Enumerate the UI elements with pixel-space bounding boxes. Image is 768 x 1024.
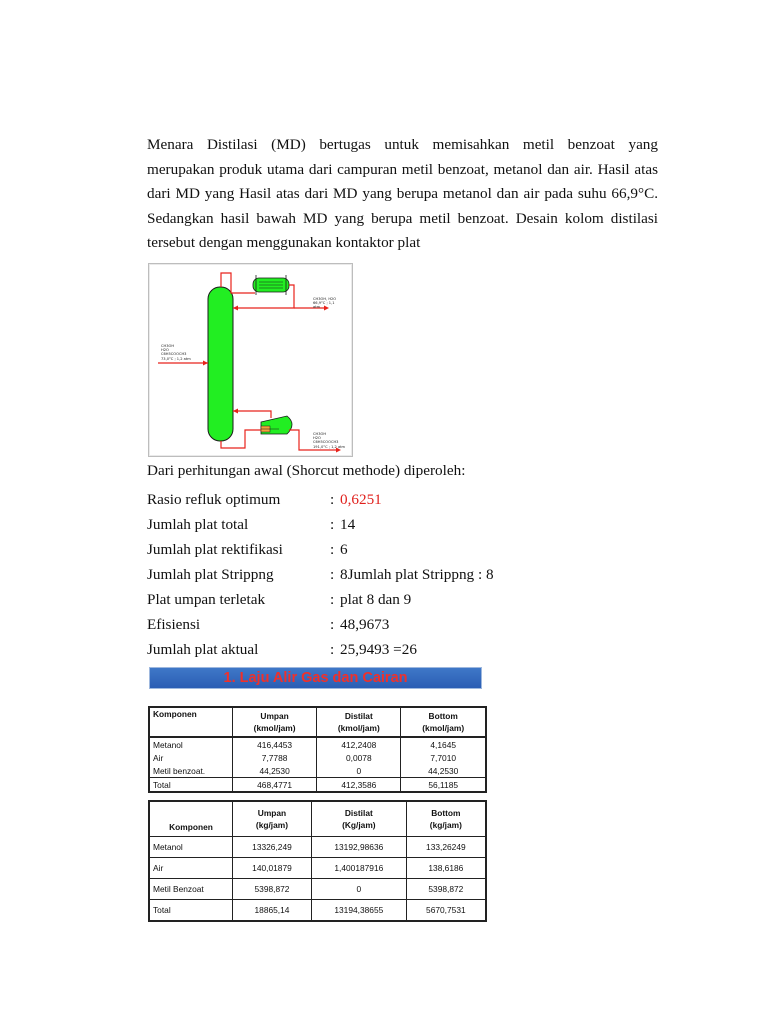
result-separator: : (330, 541, 335, 558)
table-cell: 468,4771 (233, 778, 317, 793)
table-cell: Metil benzoat. (153, 765, 206, 776)
table-cell: 5670,7531 (406, 900, 486, 922)
column-body (208, 287, 233, 441)
paragraph-line: Menara Distilasi (MD) bertugas untuk memisahkan metil benzoat yang (147, 136, 658, 153)
distillation-column-diagram (148, 263, 353, 457)
table-cell: 5398,872 (406, 879, 486, 900)
result-value: 25,9493 =26 (340, 641, 417, 658)
table-cell: 140,01879 (233, 858, 312, 879)
table-header-cell: Komponen (149, 801, 233, 837)
result-separator: : (330, 641, 335, 658)
result-value: 0,6251 (340, 491, 382, 508)
table-cell: 4,1645 (401, 737, 486, 751)
feed-label: CH3OH H2O C6H5COOCH3 73,0°C ; 1,2 atm (161, 344, 191, 361)
table-cell: 138,6186 (406, 858, 486, 879)
table-cell: 0 (317, 764, 401, 778)
result-row (147, 537, 667, 562)
table-cell: 18865,14 (233, 900, 312, 922)
result-label: Plat umpan terletak (147, 591, 266, 608)
result-separator: : (330, 566, 335, 583)
table-cell: 44,2530 (233, 764, 317, 778)
result-row (147, 587, 667, 612)
table-cell: 7,7010 (401, 751, 486, 764)
table-cell: Air (153, 752, 164, 763)
result-separator: : (330, 491, 335, 508)
table-cell: 13192,98636 (311, 837, 406, 858)
table-total-row (149, 778, 486, 793)
table-cell: 0,0078 (317, 751, 401, 764)
table-cell: 0 (311, 879, 406, 900)
top-product-label: CH3OH, H2O 66,9°C ; 1,1 atm (313, 297, 337, 310)
table-cell: 416,4453 (233, 737, 317, 751)
bottom-product-label: CH3OH H2O C6H5COOCH3 191,0°C ; 1,2 atm (313, 432, 346, 449)
result-row (147, 612, 667, 637)
result-label: Jumlah plat Strippng (147, 566, 274, 583)
table-header-row (149, 801, 486, 837)
result-row (147, 487, 667, 512)
result-label: Jumlah plat rektifikasi (147, 541, 283, 558)
table-header-cell: Distilat (kmol/jam) (317, 707, 401, 737)
table-cell: Metil Benzoat (149, 879, 233, 900)
table-header-cell: Distilat (Kg/jam) (311, 801, 406, 837)
table-cell: 5398,872 (233, 879, 312, 900)
result-row (147, 637, 667, 662)
table-cell: 412,2408 (317, 737, 401, 751)
result-separator: : (330, 591, 335, 608)
result-value: 6 (340, 541, 348, 558)
table-header-row (149, 707, 486, 737)
table-row (149, 879, 486, 900)
table-row (149, 837, 486, 858)
table-row (149, 858, 486, 879)
table-cell: 56,1185 (401, 778, 486, 793)
result-label: Efisiensi (147, 616, 201, 633)
table-cell: 133,26249 (406, 837, 486, 858)
result-label: Jumlah plat total (147, 516, 249, 533)
table-cell: 1,400187916 (311, 858, 406, 879)
result-value: plat 8 dan 9 (340, 591, 412, 608)
table-cell: 13194,38655 (311, 900, 406, 922)
table-header-cell: Bottom (kmol/jam) (401, 707, 486, 737)
result-value: 8Jumlah plat Strippng : 8 (340, 566, 494, 583)
result-row (147, 512, 667, 537)
table-cell: 44,2530 (401, 764, 486, 778)
table-header-cell: Umpan (kmol/jam) (233, 707, 317, 737)
table-cell: 412,3586 (317, 778, 401, 793)
table-cell: 13326,249 (233, 837, 312, 858)
results-list (147, 487, 667, 662)
table-cell: 7,7788 (233, 751, 317, 764)
table-cell: Total (153, 905, 171, 915)
results-intro: Dari perhitungan awal (Shorcut methode) diperoleh: (147, 462, 466, 479)
result-separator: : (330, 616, 335, 633)
table-cell: Metanol (153, 739, 183, 750)
result-label: Jumlah plat aktual (147, 641, 259, 658)
paragraph-line: merupakan produk utama dari campuran metil benzoat, metanol dan air. Hasil atas (147, 160, 658, 178)
paragraph-line: Sedangkan hasil bawah MD yang berupa metil benzoat. Desain kolom distilasi (147, 209, 658, 227)
paragraph-line: tersebut dengan menggunakan kontaktor plat (147, 234, 421, 252)
molar-flow-table (148, 706, 487, 793)
table-row (149, 751, 486, 764)
table-cell: Air (149, 858, 233, 879)
table-cell: Metanol (149, 837, 233, 858)
result-label: Rasio refluk optimum (147, 491, 281, 508)
paragraph-line: dari MD yang Hasil atas dari MD yang berupa metanol dan air pada suhu 66,9°C. (147, 185, 658, 203)
mass-flow-table (148, 800, 487, 922)
result-value: 48,9673 (340, 616, 390, 633)
table-total-row (149, 900, 486, 922)
result-row (147, 562, 667, 587)
table-header-cell: Bottom (kg/jam) (406, 801, 486, 837)
table-row (149, 764, 486, 778)
result-value: 14 (340, 516, 356, 533)
result-separator: : (330, 516, 335, 533)
table-header-cell: Umpan (kg/jam) (233, 801, 312, 837)
section-banner: 1. Laju Alir Gas dan Cairan (149, 667, 482, 689)
table-header-cell: Komponen (149, 707, 233, 737)
table-row (149, 737, 486, 751)
intro-paragraph (147, 133, 658, 256)
table-cell: Total (149, 778, 233, 793)
